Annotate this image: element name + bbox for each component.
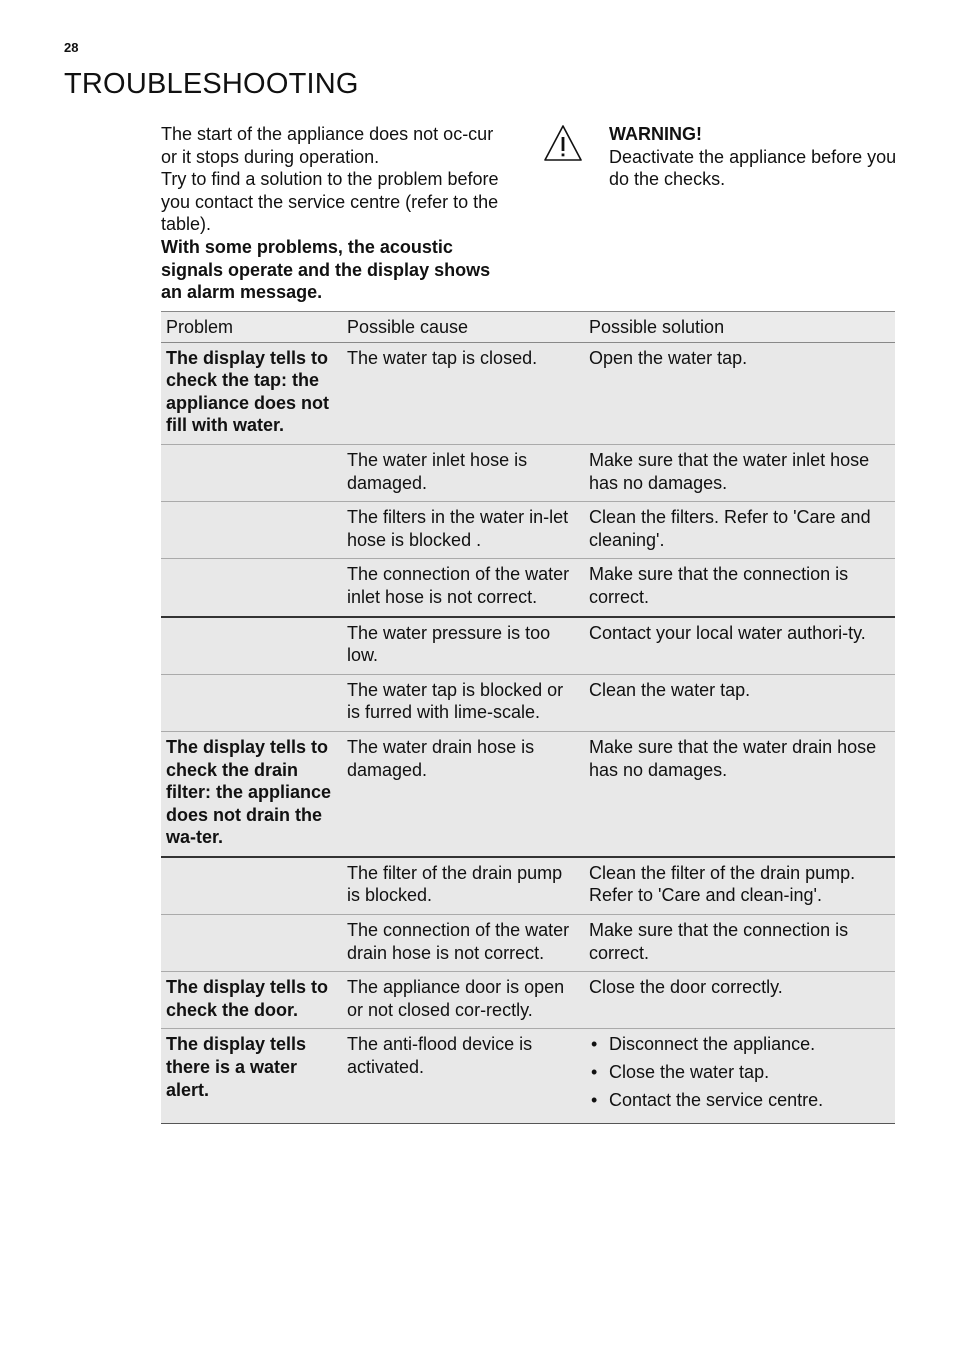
solution-cell: Make sure that the water inlet hose has no damages. [584,444,895,501]
solution-cell: Make sure that the connection is correct. [584,915,895,972]
problem-cell [161,674,342,731]
table-row [161,617,895,675]
cause-cell: The water drain hose is damaged. [342,731,584,856]
warning-title: WARNING! [609,124,702,144]
cause-cell: The water pressure is too low. [342,617,584,675]
solution-cell: Make sure that the connection is correct. [584,559,895,617]
cause-cell: The anti-flood device is activated. [342,1029,584,1124]
table-row [161,342,895,444]
page-title: TROUBLESHOOTING [64,68,359,100]
problem-cell [161,857,342,915]
problem-cell: The display tells to check the tap: the appliance does not fill with water. [161,342,342,444]
problem-cell [161,559,342,617]
problem-cell: The display tells to check the door. [161,972,342,1029]
warning-message: Deactivate the appliance before you do the checks. [609,146,897,190]
solution-list [589,1033,890,1111]
solution-cell: Contact your local water authori-ty. [584,617,895,675]
list-item: • Close the water tap. [589,1061,890,1084]
table-row [161,731,895,856]
column-header-cause: Possible cause [342,312,584,343]
cause-cell: The water inlet hose is damaged. [342,444,584,501]
cause-cell: The filters in the water in-let hose is blocked . [342,502,584,559]
table-row [161,915,895,972]
cause-cell: The filter of the drain pump is blocked. [342,857,584,915]
intro-text [161,123,511,304]
table-row [161,1029,895,1124]
problem-cell [161,444,342,501]
solution-cell: Open the water tap. [584,342,895,444]
table-header-row [161,312,895,343]
problem-cell: The display tells to check the drain filter: the appliance does not drain the wa-ter. [161,731,342,856]
problem-cell [161,915,342,972]
table-row [161,972,895,1029]
cause-cell: The water tap is closed. [342,342,584,444]
page-number: 28 [64,40,79,55]
warning-text-block [609,123,899,191]
troubleshooting-table [161,311,895,1124]
cause-cell: The appliance door is open or not closed cor-rectly. [342,972,584,1029]
table-row [161,674,895,731]
solution-cell: Close the door correctly. [584,972,895,1029]
cause-cell: The connection of the water drain hose is not correct. [342,915,584,972]
solution-cell: Make sure that the water drain hose has no damages. [584,731,895,856]
problem-cell [161,617,342,675]
column-header-solution: Possible solution [584,312,895,343]
solution-cell: Clean the filters. Refer to 'Care and cleaning'. [584,502,895,559]
table-row [161,857,895,915]
solution-cell [584,1029,895,1124]
intro-paragraph: Try to find a solution to the problem before you contact the service centre (refer to the table). [161,169,499,235]
solution-cell: Clean the water tap. [584,674,895,731]
table-row [161,444,895,501]
intro-alarm-note: With some problems, the acoustic signals operate and the display shows an alarm message. [161,236,491,303]
problem-cell [161,502,342,559]
table-row [161,559,895,617]
column-header-problem: Problem [161,312,342,343]
problem-cell: The display tells there is a water alert. [161,1029,342,1124]
cause-cell: The connection of the water inlet hose is not correct. [342,559,584,617]
table-row [161,502,895,559]
list-item: • Contact the service centre. [589,1089,890,1112]
warning-triangle-icon [543,123,583,163]
solution-cell: Clean the filter of the drain pump. Refer to 'Care and clean-ing'. [584,857,895,915]
cause-cell: The water tap is blocked or is furred with lime-scale. [342,674,584,731]
intro-paragraph: The start of the appliance does not oc-cur or it stops during operation. [161,124,494,167]
list-item: • Disconnect the appliance. [589,1033,890,1056]
